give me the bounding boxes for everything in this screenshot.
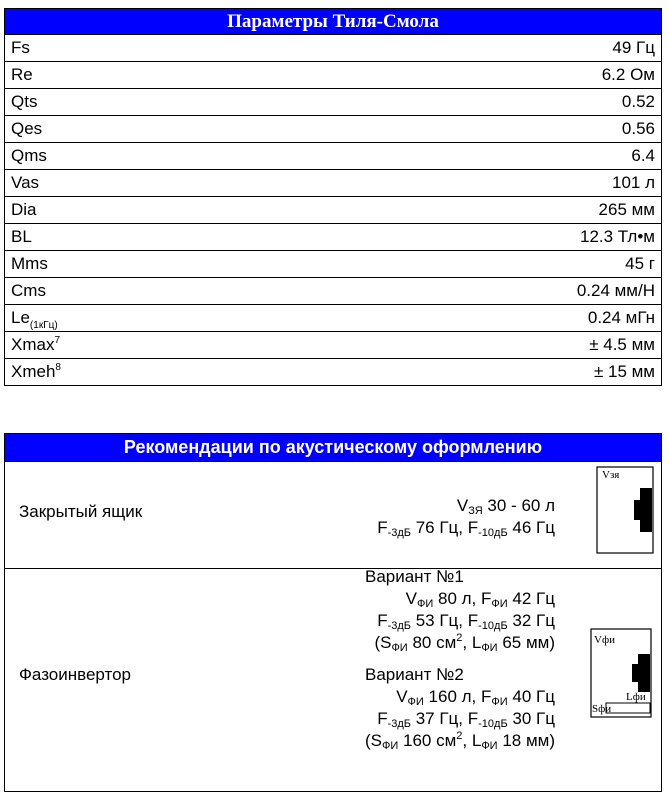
closed-box-diagram [596,466,656,556]
ts-row [5,143,662,170]
ts-param-value: 0.24 мГн [333,305,662,332]
variant-freqs: $F_{-3дБ}$ 53 Гц, $F_{-10дБ}$ 32 Гц [377,611,555,632]
bass-reflex-diagram [590,628,654,720]
variant-title: Вариант №1 [364,567,464,586]
closed-box-label: Закрытый ящик [19,502,143,521]
ts-param-value: 101 л [333,170,662,197]
ts-row [5,305,662,332]
bass-reflex-specs [365,566,555,752]
ts-param-name: Fs [5,35,334,62]
ts-param-name: Mms [5,251,334,278]
closed-box-diagram-label: Vзя [602,469,620,481]
closed-box-freqs: $F_{-3дБ}$ 76 Гц, $F_{-10дБ}$ 46 Гц [377,518,555,539]
ts-param-name: Xmeh$^8$ [5,359,334,386]
ts-param-value: ± 15 мм [333,359,662,386]
ts-row [5,332,662,359]
ts-row [5,89,662,116]
ts-param-name: Vas [5,170,334,197]
ts-param-value: 6.2 Ом [333,62,662,89]
port-length-label: Lфи [626,691,646,703]
variant-port-dims: ($S_{ФИ}$ 160 $см^2$, $L_{ФИ}$ 18 мм) [364,730,555,752]
thiele-small-table [4,8,662,386]
ts-param-value: 0.56 [333,116,662,143]
ts-param-name: BL [5,224,334,251]
ts-param-name: Dia [5,197,334,224]
ts-param-value: 12.3 Тл•м [333,224,662,251]
ts-row [5,35,662,62]
ts-param-value: 265 мм [333,197,662,224]
ts-row [5,170,662,197]
variant-port-dims: ($S_{ФИ}$ 80 $см^2$, $L_{ФИ}$ 65 мм) [374,632,555,654]
ts-row [5,224,662,251]
ts-param-name: Cms [5,278,334,305]
ts-row [5,197,662,224]
port-volume-label: Vфи [594,634,615,646]
variant-volume-tuning: $V_{ФИ}$ 80 л, $F_{ФИ}$ 42 Гц [405,589,555,610]
port-area-label: Sфи [592,703,612,715]
ts-param-name: Qts [5,89,334,116]
ts-table-title: Параметры Тиля-Смола [5,9,662,35]
variant-title: Вариант №2 [364,665,464,684]
enclosure-recommendations [4,433,662,792]
ts-param-value: 49 Гц [333,35,662,62]
port-variant [365,664,555,752]
bass-reflex-label: Фазоинвертор [19,665,132,684]
ts-row [5,278,662,305]
ts-param-name: $Le_{(1кГц)}$ [5,305,334,332]
bass-reflex-row [5,567,661,791]
port-variant [365,566,555,654]
variant-volume-tuning: $V_{ФИ}$ 160 л, $F_{ФИ}$ 40 Гц [396,687,555,708]
ts-param-value: 6.4 [333,143,662,170]
closed-box-specs [377,495,555,539]
ts-row [5,251,662,278]
ts-param-name: Qms [5,143,334,170]
ts-param-value: 45 г [333,251,662,278]
closed-box-row [5,462,661,569]
ts-param-value: ± 4.5 мм [333,332,662,359]
ts-row [5,62,662,89]
variant-freqs: $F_{-3дБ}$ 37 Гц, $F_{-10дБ}$ 30 Гц [377,709,555,730]
recommendations-title: Рекомендации по акустическому оформлению [5,434,661,462]
ts-row [5,359,662,386]
ts-row [5,116,662,143]
closed-box-volume: $V_{ЗЯ}$ 30 - 60 л [456,496,555,517]
ts-param-name: Re [5,62,334,89]
ts-param-value: 0.52 [333,89,662,116]
ts-param-name: Qes [5,116,334,143]
ts-param-value: 0.24 мм/Н [333,278,662,305]
ts-param-name: Xmax$^7$ [5,332,334,359]
